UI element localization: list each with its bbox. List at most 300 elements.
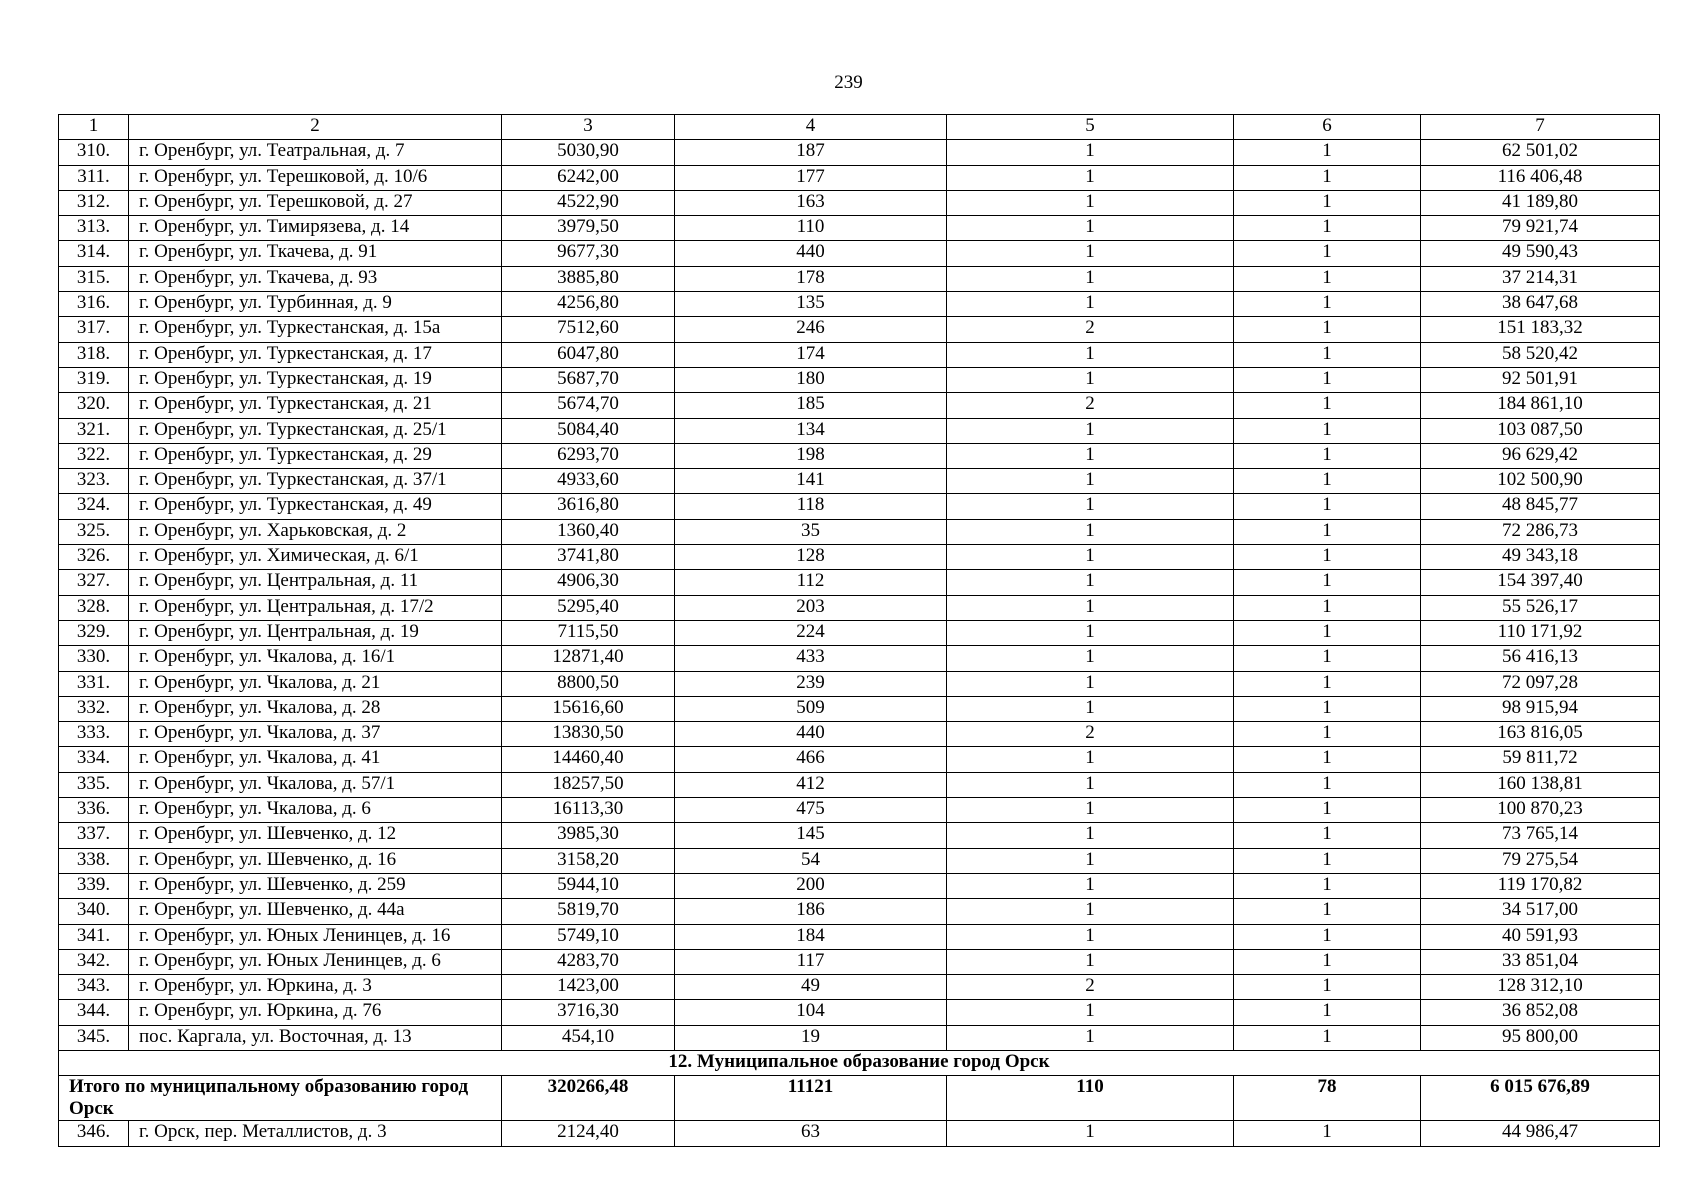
row-number-cell: 320. <box>59 393 129 418</box>
table-row <box>59 367 1660 392</box>
value-cell: 119 170,82 <box>1421 873 1660 898</box>
value-cell: 1 <box>947 1000 1234 1025</box>
value-cell: 19 <box>675 1025 947 1050</box>
row-number-cell: 314. <box>59 241 129 266</box>
value-cell: 1 <box>1234 266 1421 291</box>
table-row <box>59 975 1660 1000</box>
value-cell: 163 816,05 <box>1421 722 1660 747</box>
address-cell: г. Оренбург, ул. Тимирязева, д. 14 <box>129 216 502 241</box>
value-cell: 454,10 <box>502 1025 675 1050</box>
value-cell: 1 <box>947 772 1234 797</box>
table-row <box>59 165 1660 190</box>
value-cell: 246 <box>675 317 947 342</box>
value-cell: 134 <box>675 418 947 443</box>
value-cell: 5295,40 <box>502 595 675 620</box>
value-cell: 1 <box>947 165 1234 190</box>
value-cell: 9677,30 <box>502 241 675 266</box>
column-number-cell: 2 <box>129 115 502 140</box>
value-cell: 1 <box>1234 494 1421 519</box>
row-number-cell: 315. <box>59 266 129 291</box>
value-cell: 1 <box>1234 1000 1421 1025</box>
row-number-cell: 323. <box>59 469 129 494</box>
value-cell: 1 <box>947 545 1234 570</box>
column-number-cell: 1 <box>59 115 129 140</box>
value-cell: 7512,60 <box>502 317 675 342</box>
value-cell: 4522,90 <box>502 190 675 215</box>
value-cell: 1 <box>947 671 1234 696</box>
value-cell: 1 <box>1234 393 1421 418</box>
value-cell: 49 <box>675 975 947 1000</box>
value-cell: 4906,30 <box>502 570 675 595</box>
address-cell: г. Оренбург, ул. Туркестанская, д. 37/1 <box>129 469 502 494</box>
address-cell: г. Оренбург, ул. Юных Ленинцев, д. 6 <box>129 949 502 974</box>
value-cell: 112 <box>675 570 947 595</box>
row-number-cell: 318. <box>59 342 129 367</box>
value-cell: 18257,50 <box>502 772 675 797</box>
value-cell: 1 <box>947 570 1234 595</box>
total-value-cell: 78 <box>1234 1076 1421 1121</box>
value-cell: 54 <box>675 848 947 873</box>
section-row <box>59 1050 1660 1075</box>
value-cell: 59 811,72 <box>1421 747 1660 772</box>
value-cell: 412 <box>675 772 947 797</box>
table-row <box>59 798 1660 823</box>
value-cell: 36 852,08 <box>1421 1000 1660 1025</box>
value-cell: 118 <box>675 494 947 519</box>
value-cell: 1 <box>1234 241 1421 266</box>
value-cell: 6047,80 <box>502 342 675 367</box>
value-cell: 73 765,14 <box>1421 823 1660 848</box>
value-cell: 1 <box>947 367 1234 392</box>
row-number-cell: 340. <box>59 899 129 924</box>
table-row <box>59 1025 1660 1050</box>
value-cell: 116 406,48 <box>1421 165 1660 190</box>
table-row <box>59 418 1660 443</box>
value-cell: 1 <box>947 949 1234 974</box>
table-row <box>59 595 1660 620</box>
table-row <box>59 393 1660 418</box>
value-cell: 15616,60 <box>502 696 675 721</box>
table-row <box>59 899 1660 924</box>
value-cell: 200 <box>675 873 947 898</box>
address-cell: г. Оренбург, ул. Туркестанская, д. 25/1 <box>129 418 502 443</box>
table-row <box>59 140 1660 165</box>
table-row <box>59 696 1660 721</box>
row-number-cell: 328. <box>59 595 129 620</box>
address-cell: г. Оренбург, ул. Турбинная, д. 9 <box>129 292 502 317</box>
value-cell: 63 <box>675 1121 947 1146</box>
address-cell: г. Оренбург, ул. Юркина, д. 3 <box>129 975 502 1000</box>
value-cell: 92 501,91 <box>1421 367 1660 392</box>
table-row <box>59 747 1660 772</box>
value-cell: 6242,00 <box>502 165 675 190</box>
value-cell: 1 <box>1234 1025 1421 1050</box>
value-cell: 135 <box>675 292 947 317</box>
row-number-cell: 331. <box>59 671 129 696</box>
value-cell: 34 517,00 <box>1421 899 1660 924</box>
row-number-cell: 317. <box>59 317 129 342</box>
value-cell: 2124,40 <box>502 1121 675 1146</box>
row-number-cell: 322. <box>59 443 129 468</box>
value-cell: 1 <box>947 469 1234 494</box>
row-number-cell: 336. <box>59 798 129 823</box>
value-cell: 104 <box>675 1000 947 1025</box>
table-row <box>59 190 1660 215</box>
table-row <box>59 722 1660 747</box>
value-cell: 38 647,68 <box>1421 292 1660 317</box>
value-cell: 3985,30 <box>502 823 675 848</box>
value-cell: 1 <box>1234 949 1421 974</box>
value-cell: 198 <box>675 443 947 468</box>
value-cell: 1 <box>1234 469 1421 494</box>
value-cell: 224 <box>675 620 947 645</box>
value-cell: 13830,50 <box>502 722 675 747</box>
row-number-cell: 319. <box>59 367 129 392</box>
row-number-cell: 330. <box>59 646 129 671</box>
address-cell: г. Оренбург, ул. Туркестанская, д. 19 <box>129 367 502 392</box>
address-cell: г. Оренбург, ул. Чкалова, д. 6 <box>129 798 502 823</box>
value-cell: 2 <box>947 975 1234 1000</box>
table-row <box>59 949 1660 974</box>
row-number-cell: 313. <box>59 216 129 241</box>
row-number-cell: 321. <box>59 418 129 443</box>
row-number-cell: 326. <box>59 545 129 570</box>
value-cell: 2 <box>947 317 1234 342</box>
value-cell: 1 <box>947 1025 1234 1050</box>
value-cell: 1 <box>947 848 1234 873</box>
table-row <box>59 342 1660 367</box>
address-cell: г. Оренбург, ул. Терешковой, д. 27 <box>129 190 502 215</box>
value-cell: 1 <box>1234 570 1421 595</box>
value-cell: 203 <box>675 595 947 620</box>
value-cell: 48 845,77 <box>1421 494 1660 519</box>
value-cell: 102 500,90 <box>1421 469 1660 494</box>
section-title: 12. Муниципальное образование город Орск <box>59 1050 1660 1075</box>
row-number-cell: 344. <box>59 1000 129 1025</box>
value-cell: 1 <box>947 140 1234 165</box>
value-cell: 1 <box>947 823 1234 848</box>
value-cell: 1 <box>947 595 1234 620</box>
value-cell: 1 <box>1234 317 1421 342</box>
value-cell: 1 <box>947 494 1234 519</box>
value-cell: 475 <box>675 798 947 823</box>
address-cell: г. Оренбург, ул. Харьковская, д. 2 <box>129 519 502 544</box>
value-cell: 178 <box>675 266 947 291</box>
table-row <box>59 671 1660 696</box>
value-cell: 1 <box>1234 848 1421 873</box>
value-cell: 1 <box>947 924 1234 949</box>
table-row <box>59 241 1660 266</box>
value-cell: 141 <box>675 469 947 494</box>
value-cell: 1 <box>1234 595 1421 620</box>
value-cell: 1 <box>1234 873 1421 898</box>
value-cell: 3158,20 <box>502 848 675 873</box>
value-cell: 1 <box>947 241 1234 266</box>
address-cell: г. Оренбург, ул. Химическая, д. 6/1 <box>129 545 502 570</box>
table-row <box>59 292 1660 317</box>
value-cell: 154 397,40 <box>1421 570 1660 595</box>
address-cell: г. Орск, пер. Металлистов, д. 3 <box>129 1121 502 1146</box>
value-cell: 79 921,74 <box>1421 216 1660 241</box>
table-row <box>59 216 1660 241</box>
row-number-cell: 332. <box>59 696 129 721</box>
address-cell: г. Оренбург, ул. Туркестанская, д. 29 <box>129 443 502 468</box>
value-cell: 117 <box>675 949 947 974</box>
address-cell: г. Оренбург, ул. Терешковой, д. 10/6 <box>129 165 502 190</box>
value-cell: 4933,60 <box>502 469 675 494</box>
value-cell: 1 <box>1234 924 1421 949</box>
column-number-cell: 3 <box>502 115 675 140</box>
value-cell: 5819,70 <box>502 899 675 924</box>
value-cell: 1 <box>1234 899 1421 924</box>
value-cell: 1 <box>1234 798 1421 823</box>
value-cell: 6293,70 <box>502 443 675 468</box>
table-row <box>59 519 1660 544</box>
address-cell: г. Оренбург, ул. Шевченко, д. 44а <box>129 899 502 924</box>
value-cell: 5674,70 <box>502 393 675 418</box>
value-cell: 1 <box>1234 772 1421 797</box>
value-cell: 151 183,32 <box>1421 317 1660 342</box>
value-cell: 145 <box>675 823 947 848</box>
value-cell: 1 <box>1234 620 1421 645</box>
address-cell: г. Оренбург, ул. Ткачева, д. 93 <box>129 266 502 291</box>
value-cell: 1 <box>1234 443 1421 468</box>
data-table <box>58 114 1660 1147</box>
address-cell: г. Оренбург, ул. Центральная, д. 19 <box>129 620 502 645</box>
table-row <box>59 469 1660 494</box>
value-cell: 433 <box>675 646 947 671</box>
value-cell: 1423,00 <box>502 975 675 1000</box>
value-cell: 1 <box>1234 292 1421 317</box>
page-number: 239 <box>834 72 863 93</box>
address-cell: г. Оренбург, ул. Шевченко, д. 16 <box>129 848 502 873</box>
row-number-cell: 324. <box>59 494 129 519</box>
value-cell: 110 171,92 <box>1421 620 1660 645</box>
row-number-cell: 343. <box>59 975 129 1000</box>
value-cell: 2 <box>947 393 1234 418</box>
value-cell: 1 <box>947 1121 1234 1146</box>
total-value-cell: 6 015 676,89 <box>1421 1076 1660 1121</box>
address-cell: г. Оренбург, ул. Туркестанская, д. 21 <box>129 393 502 418</box>
value-cell: 1 <box>947 190 1234 215</box>
total-label: Итого по муниципальному образованию город Орск <box>59 1076 502 1121</box>
value-cell: 95 800,00 <box>1421 1025 1660 1050</box>
value-cell: 33 851,04 <box>1421 949 1660 974</box>
address-cell: г. Оренбург, ул. Шевченко, д. 259 <box>129 873 502 898</box>
value-cell: 96 629,42 <box>1421 443 1660 468</box>
header-row <box>59 115 1660 140</box>
address-cell: г. Оренбург, ул. Чкалова, д. 41 <box>129 747 502 772</box>
value-cell: 1 <box>947 266 1234 291</box>
value-cell: 44 986,47 <box>1421 1121 1660 1146</box>
table-row <box>59 494 1660 519</box>
value-cell: 1 <box>947 873 1234 898</box>
value-cell: 5749,10 <box>502 924 675 949</box>
value-cell: 1 <box>947 418 1234 443</box>
value-cell: 5084,40 <box>502 418 675 443</box>
value-cell: 128 312,10 <box>1421 975 1660 1000</box>
table-row <box>59 443 1660 468</box>
value-cell: 40 591,93 <box>1421 924 1660 949</box>
value-cell: 41 189,80 <box>1421 190 1660 215</box>
value-cell: 1 <box>1234 216 1421 241</box>
value-cell: 1 <box>1234 722 1421 747</box>
address-cell: г. Оренбург, ул. Чкалова, д. 16/1 <box>129 646 502 671</box>
value-cell: 1 <box>947 216 1234 241</box>
value-cell: 1 <box>947 798 1234 823</box>
row-number-cell: 334. <box>59 747 129 772</box>
address-cell: г. Оренбург, ул. Чкалова, д. 57/1 <box>129 772 502 797</box>
total-value-cell: 110 <box>947 1076 1234 1121</box>
value-cell: 1 <box>1234 519 1421 544</box>
row-number-cell: 329. <box>59 620 129 645</box>
value-cell: 1 <box>1234 342 1421 367</box>
table-row <box>59 646 1660 671</box>
address-cell: г. Оренбург, ул. Юных Ленинцев, д. 16 <box>129 924 502 949</box>
value-cell: 440 <box>675 241 947 266</box>
value-cell: 1 <box>1234 140 1421 165</box>
value-cell: 466 <box>675 747 947 772</box>
row-number-cell: 341. <box>59 924 129 949</box>
value-cell: 37 214,31 <box>1421 266 1660 291</box>
table-row <box>59 620 1660 645</box>
value-cell: 1 <box>947 620 1234 645</box>
value-cell: 1 <box>1234 367 1421 392</box>
column-number-cell: 6 <box>1234 115 1421 140</box>
value-cell: 180 <box>675 367 947 392</box>
value-cell: 12871,40 <box>502 646 675 671</box>
address-cell: г. Оренбург, ул. Чкалова, д. 28 <box>129 696 502 721</box>
table-row <box>59 570 1660 595</box>
row-number-cell: 338. <box>59 848 129 873</box>
value-cell: 1 <box>1234 975 1421 1000</box>
value-cell: 187 <box>675 140 947 165</box>
value-cell: 62 501,02 <box>1421 140 1660 165</box>
address-cell: г. Оренбург, ул. Ткачева, д. 91 <box>129 241 502 266</box>
row-number-cell: 342. <box>59 949 129 974</box>
value-cell: 4283,70 <box>502 949 675 974</box>
row-number-cell: 310. <box>59 140 129 165</box>
value-cell: 509 <box>675 696 947 721</box>
value-cell: 1 <box>1234 418 1421 443</box>
value-cell: 35 <box>675 519 947 544</box>
address-cell: г. Оренбург, ул. Шевченко, д. 12 <box>129 823 502 848</box>
table-row <box>59 545 1660 570</box>
value-cell: 110 <box>675 216 947 241</box>
total-value-cell: 320266,48 <box>502 1076 675 1121</box>
value-cell: 186 <box>675 899 947 924</box>
table-row <box>59 1000 1660 1025</box>
value-cell: 239 <box>675 671 947 696</box>
value-cell: 1 <box>1234 671 1421 696</box>
column-number-cell: 4 <box>675 115 947 140</box>
value-cell: 440 <box>675 722 947 747</box>
table-row <box>59 848 1660 873</box>
value-cell: 103 087,50 <box>1421 418 1660 443</box>
address-cell: г. Оренбург, ул. Юркина, д. 76 <box>129 1000 502 1025</box>
value-cell: 1 <box>1234 823 1421 848</box>
value-cell: 3885,80 <box>502 266 675 291</box>
value-cell: 98 915,94 <box>1421 696 1660 721</box>
value-cell: 160 138,81 <box>1421 772 1660 797</box>
value-cell: 1 <box>947 519 1234 544</box>
value-cell: 5687,70 <box>502 367 675 392</box>
value-cell: 1 <box>1234 1121 1421 1146</box>
table-row <box>59 1121 1660 1146</box>
value-cell: 16113,30 <box>502 798 675 823</box>
value-cell: 1 <box>1234 696 1421 721</box>
table-row <box>59 823 1660 848</box>
value-cell: 49 590,43 <box>1421 241 1660 266</box>
value-cell: 1 <box>947 899 1234 924</box>
value-cell: 174 <box>675 342 947 367</box>
value-cell: 185 <box>675 393 947 418</box>
row-number-cell: 325. <box>59 519 129 544</box>
table-row <box>59 873 1660 898</box>
row-number-cell: 345. <box>59 1025 129 1050</box>
column-number-cell: 5 <box>947 115 1234 140</box>
value-cell: 184 <box>675 924 947 949</box>
value-cell: 3716,30 <box>502 1000 675 1025</box>
value-cell: 72 097,28 <box>1421 671 1660 696</box>
address-cell: г. Оренбург, ул. Центральная, д. 17/2 <box>129 595 502 620</box>
value-cell: 1 <box>1234 190 1421 215</box>
value-cell: 1360,40 <box>502 519 675 544</box>
address-cell: пос. Каргала, ул. Восточная, д. 13 <box>129 1025 502 1050</box>
value-cell: 163 <box>675 190 947 215</box>
value-cell: 128 <box>675 545 947 570</box>
value-cell: 7115,50 <box>502 620 675 645</box>
value-cell: 1 <box>947 696 1234 721</box>
row-number-cell: 337. <box>59 823 129 848</box>
row-number-cell: 316. <box>59 292 129 317</box>
address-cell: г. Оренбург, ул. Театральная, д. 7 <box>129 140 502 165</box>
address-cell: г. Оренбург, ул. Туркестанская, д. 15а <box>129 317 502 342</box>
value-cell: 1 <box>1234 545 1421 570</box>
address-cell: г. Оренбург, ул. Туркестанская, д. 17 <box>129 342 502 367</box>
value-cell: 3979,50 <box>502 216 675 241</box>
table-row <box>59 924 1660 949</box>
value-cell: 55 526,17 <box>1421 595 1660 620</box>
value-cell: 56 416,13 <box>1421 646 1660 671</box>
value-cell: 1 <box>1234 646 1421 671</box>
value-cell: 1 <box>947 342 1234 367</box>
row-number-cell: 335. <box>59 772 129 797</box>
value-cell: 1 <box>947 292 1234 317</box>
value-cell: 3741,80 <box>502 545 675 570</box>
table-row <box>59 772 1660 797</box>
address-cell: г. Оренбург, ул. Туркестанская, д. 49 <box>129 494 502 519</box>
row-number-cell: 339. <box>59 873 129 898</box>
value-cell: 184 861,10 <box>1421 393 1660 418</box>
total-row <box>59 1076 1660 1121</box>
value-cell: 2 <box>947 722 1234 747</box>
value-cell: 1 <box>1234 747 1421 772</box>
table-row <box>59 266 1660 291</box>
value-cell: 5944,10 <box>502 873 675 898</box>
address-cell: г. Оренбург, ул. Центральная, д. 11 <box>129 570 502 595</box>
table-row <box>59 317 1660 342</box>
value-cell: 3616,80 <box>502 494 675 519</box>
value-cell: 8800,50 <box>502 671 675 696</box>
row-number-cell: 327. <box>59 570 129 595</box>
row-number-cell: 346. <box>59 1121 129 1146</box>
value-cell: 72 286,73 <box>1421 519 1660 544</box>
value-cell: 1 <box>947 443 1234 468</box>
value-cell: 5030,90 <box>502 140 675 165</box>
total-value-cell: 11121 <box>675 1076 947 1121</box>
value-cell: 14460,40 <box>502 747 675 772</box>
